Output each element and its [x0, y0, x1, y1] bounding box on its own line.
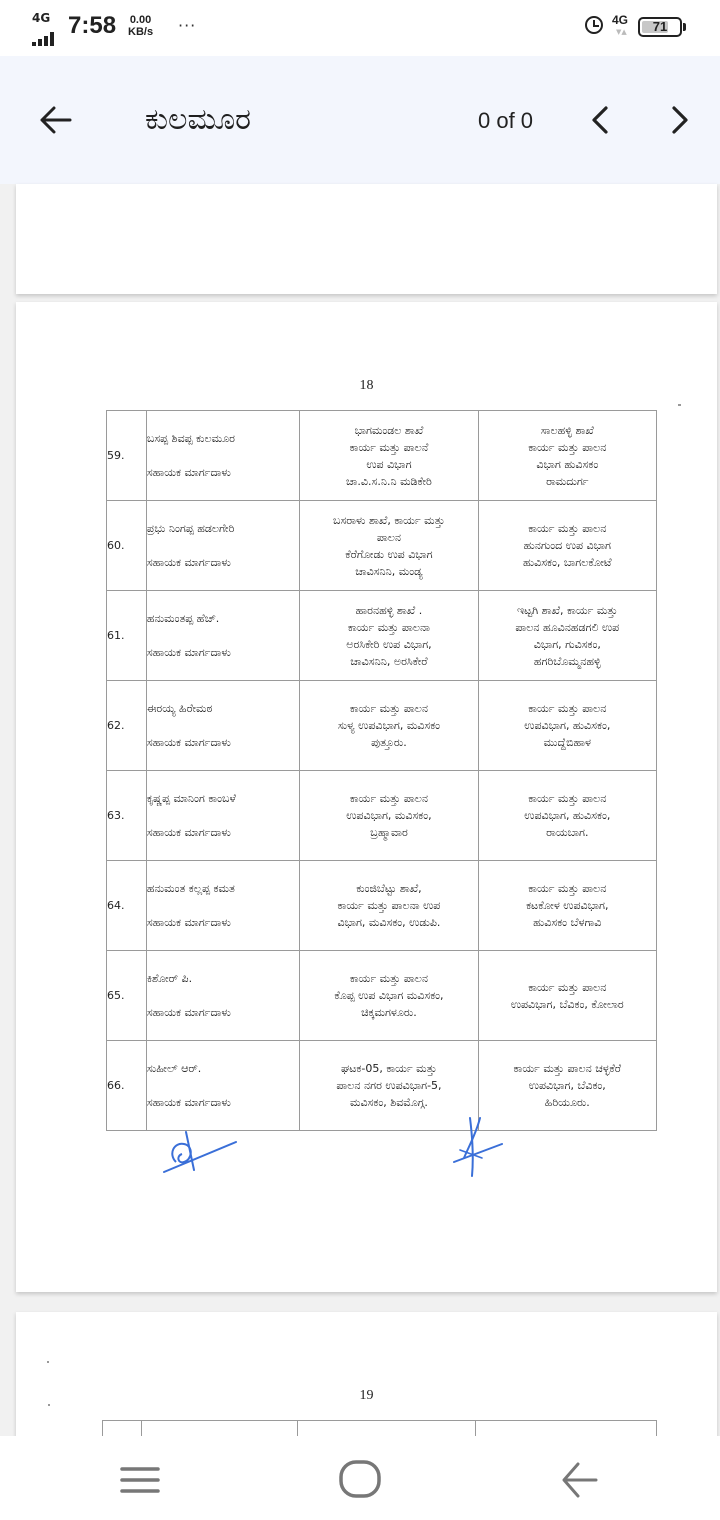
system-nav-bar [0, 1436, 720, 1520]
current-posting-cell [300, 951, 478, 1041]
new-posting-cell [478, 501, 656, 591]
serial-number: 61. [107, 591, 147, 681]
arrow-left-icon [36, 100, 76, 140]
alarm-icon [585, 16, 603, 34]
new-posting-cell [478, 681, 656, 771]
table-row [107, 681, 657, 771]
employee-designation: ಸಹಾಯಕ ಮಾರ್ಗದಾಳು [146, 1096, 231, 1109]
current-posting-line: ಕಾರ್ಯ ಮತ್ತು ಪಾಲನ [349, 972, 429, 985]
transfer-table [106, 410, 657, 1131]
table-row [107, 951, 657, 1041]
signature-right [446, 1114, 506, 1180]
new-posting-line: ಹಿರಿಯೂರು. [544, 1096, 590, 1109]
page-number: 18 [359, 378, 374, 393]
current-posting-line: ಕೊಪ್ಪ ಉಪ ವಿಭಾಗ ಮವಿಸಕಂ, [334, 989, 444, 1002]
serial-number: 62. [107, 681, 147, 771]
new-posting-line: ಹಗರಿಬೊಮ್ಮನಹಳ್ಳಿ [533, 654, 601, 668]
serial-number: 64. [107, 861, 147, 951]
menu-lines-icon [110, 1454, 170, 1504]
new-posting-line: ಉಪವಿಭಾಗ, ಬೆವಿಕಂ, [528, 1079, 606, 1092]
document-page-previous [16, 184, 717, 294]
new-posting-line: ಕಾರ್ಯ ಮತ್ತು ಪಾಲನ [528, 522, 607, 535]
back-button[interactable] [36, 100, 76, 140]
employee-name: ಬಸಪ್ಪ ಶಿವಪ್ಪ ಕುಲಮೂರ [146, 432, 235, 445]
current-posting-line: ಚಿಕ್ಕಮಗಳೂರು. [361, 1006, 417, 1019]
system-back-button[interactable] [550, 1454, 610, 1504]
current-posting-line: ಕೆರೆಗೋಡು ಉಪ ವಿಭಾಗ [345, 547, 433, 561]
current-posting-line: ಮವಿಸಕಂ, ಶಿವಮೊಗ್ಗ. [349, 1096, 428, 1109]
current-posting-line: ಉಪವಿಭಾಗ, ಮವಿಸಕಂ, [346, 809, 432, 822]
mobile-data-type: 4G [612, 13, 629, 27]
employee-designation: ಸಹಾಯಕ ಮಾರ್ಗದಾಳು [146, 466, 231, 479]
battery-icon [638, 17, 682, 37]
new-posting-line: ಕಾರ್ಯ ಮತ್ತು ಪಾಲನ ಚಳ್ಳಕೆರೆ [513, 1062, 622, 1075]
employee-designation: ಸಹಾಯಕ ಮಾರ್ಗದಾಳು [146, 556, 231, 569]
employee-name: ಕೃಷ್ಣಪ್ಪ ಮಾನಿಂಗ ಕಾಂಬಳೆ [146, 792, 236, 805]
current-posting-cell [300, 501, 478, 591]
chevron-left-icon [584, 100, 616, 140]
employee-designation: ಸಹಾಯಕ ಮಾರ್ಗದಾಳು [146, 646, 231, 659]
serial-number: 59. [107, 411, 147, 501]
current-posting-line: ಪಾಲನ ನಗರ ಉಪವಿಭಾಗ-5, [336, 1079, 442, 1092]
employee-name: ಈರಯ್ಯ ಹಿರೇಮಠ [146, 702, 213, 715]
employee-name: ಪ್ರಭು ನಿಂಗಪ್ಪ ಹಡಲಗೇರಿ [146, 522, 235, 535]
new-posting-line: ಕಾರ್ಯ ಮತ್ತು ಪಾಲನ [528, 440, 607, 454]
employee-cell [146, 861, 299, 951]
table-row [107, 591, 657, 681]
home-button[interactable] [330, 1454, 390, 1504]
table-row [107, 771, 657, 861]
current-posting-line: ವಿಭಾಗ, ಮವಿಸಕಂ, ಉಡುಪಿ. [337, 916, 441, 929]
employee-designation: ಸಹಾಯಕ ಮಾರ್ಗದಾಳು [146, 1006, 231, 1019]
employee-name: ಕಿಶೋರ್ ಪಿ. [146, 972, 193, 985]
current-posting-line: ಪಾಲನ [376, 530, 402, 544]
new-posting-line: ಕಾರ್ಯ ಮತ್ತು ಪಾಲನ [528, 882, 607, 895]
current-posting-line: ಪುತ್ತೂರು. [371, 736, 407, 749]
new-posting-line: ಕಾರ್ಯ ಮತ್ತು ಪಾಲನ [528, 792, 607, 805]
data-speed [128, 14, 153, 38]
current-posting-line: ಉಪ ವಿಭಾಗ [366, 457, 412, 471]
scan-speck [678, 404, 681, 406]
next-page-number: 19 [359, 1388, 374, 1403]
employee-name: ಹನುಮಂತಪ್ಪ ಹೆಚ್. [146, 612, 220, 625]
chevron-right-icon [664, 100, 696, 140]
new-posting-line: ಇಟ್ಟಗಿ ಶಾಖೆ, ಕಾರ್ಯ ಮತ್ತು [517, 603, 618, 617]
employee-cell [146, 501, 299, 591]
clock: 7:58 [68, 12, 117, 39]
employee-name: ಸುಹೀಲ್ ಆರ್. [146, 1062, 202, 1075]
current-posting-line: ಬಸರಾಳು ಶಾಖೆ, ಕಾರ್ಯ ಮತ್ತು [333, 513, 445, 527]
current-posting-line: ಕಾರ್ಯ ಮತ್ತು ಪಾಲನಾ [347, 620, 430, 634]
table-row [107, 1041, 657, 1131]
table-row [107, 861, 657, 951]
new-posting-line: ವಿಭಾಗ, ಗುವಿಸಕಂ, [533, 637, 601, 651]
new-posting-line: ಹುನಗುಂದ ಉಪ ವಿಭಾಗ [523, 539, 611, 552]
table-row [107, 411, 657, 501]
serial-number: 65. [107, 951, 147, 1041]
scan-speck [48, 1404, 50, 1406]
battery-tip [683, 23, 686, 31]
current-posting-line: ಕುಂಜಿಬೆಟ್ಟು ಶಾಖೆ, [356, 882, 422, 895]
serial-number: 66. [107, 1041, 147, 1131]
next-match-button[interactable] [664, 100, 696, 140]
current-posting-line: ಕಾರ್ಯ ಮತ್ತು ಪಾಲನ [349, 792, 429, 805]
find-toolbar [0, 56, 720, 184]
search-query[interactable]: ಕುಲಮೂರ [145, 102, 252, 137]
battery-level: 71 [652, 19, 668, 34]
more-notifications-icon: ··· [178, 16, 197, 35]
current-posting-cell [300, 591, 478, 681]
data-speed-value: 0.00 [129, 14, 152, 26]
employee-cell [146, 411, 299, 501]
employee-name: ಹನುಮಂತ ಕಲ್ಲಪ್ಪ ಕಮತ [146, 882, 235, 895]
new-posting-cell [478, 861, 656, 951]
new-posting-line: ಕಾರ್ಯ ಮತ್ತು ಪಾಲನ [528, 702, 607, 715]
current-posting-line: ಕಾರ್ಯ ಮತ್ತು ಪಾಲನೆ [349, 440, 429, 454]
serial-number: 60. [107, 501, 147, 591]
new-posting-cell [478, 771, 656, 861]
current-posting-cell [300, 771, 478, 861]
table-row [107, 501, 657, 591]
current-posting-line: ಬ್ರಹ್ಮಾವಾರ [370, 826, 408, 839]
current-posting-line: ಚಾವಿಸನಿನಿ, ಮಂಡ್ಯ [355, 564, 423, 578]
serial-number: 63. [107, 771, 147, 861]
new-posting-cell [478, 411, 656, 501]
recents-button[interactable] [110, 1454, 170, 1504]
new-posting-line: ಹುವಿಸಕಂ ಬೆಳಗಾವಿ [533, 916, 602, 929]
new-posting-line: ರಾಮದುರ್ಗ [546, 474, 589, 488]
data-speed-unit: KB/s [128, 26, 154, 38]
employee-cell [146, 681, 299, 771]
new-posting-line: ಸಾಲಹಳ್ಳಿ ಶಾಖೆ [540, 423, 594, 437]
current-posting-line: ಹಾರನಹಳ್ಳಿ ಶಾಖೆ . [355, 603, 423, 617]
current-posting-line: ಚಾವಿಸನಿನಿ, ಅರಸಿಕೇರೆ [350, 654, 428, 668]
match-count: 0 of 0 [478, 108, 534, 133]
document-page-next [16, 1312, 717, 1442]
new-posting-line: ಉಪವಿಭಾಗ, ಹುವಿಸಕಂ, [524, 809, 611, 822]
current-posting-line: ಅರಸಿಕೇರಿ ಉಪ ವಿಭಾಗ, [346, 637, 432, 651]
current-posting-cell [300, 411, 478, 501]
new-posting-line: ಕಟಕೋಳ ಉಪವಿಭಾಗ, [526, 899, 609, 912]
employee-designation: ಸಹಾಯಕ ಮಾರ್ಗದಾಳು [146, 736, 231, 749]
scan-speck [47, 1361, 49, 1363]
status-bar [0, 0, 720, 56]
new-posting-line: ರಾಯಬಾಗ. [546, 826, 589, 839]
new-posting-line: ಹುವಿಸಕಂ, ಬಾಗಲಕೋಟೆ [523, 556, 612, 569]
employee-cell [146, 771, 299, 861]
signature-left [156, 1128, 246, 1178]
current-posting-line: ಕಾರ್ಯ ಮತ್ತು ಪಾಲನಾ ಉಪ [337, 899, 441, 912]
home-rounded-square-icon [330, 1454, 390, 1504]
employee-cell [146, 1041, 299, 1131]
previous-match-button[interactable] [584, 100, 616, 140]
current-posting-cell [300, 681, 478, 771]
new-posting-line: ವಿಭಾಗ ಹುವಿಸಕಂ [536, 457, 599, 471]
employee-designation: ಸಹಾಯಕ ಮಾರ್ಗದಾಳು [146, 826, 231, 839]
new-posting-cell [478, 591, 656, 681]
data-activity-icon: ▼▲ [616, 28, 627, 36]
back-arrow-icon [550, 1454, 610, 1504]
network-type: 4G [32, 11, 51, 25]
current-posting-line: ಚಾ.ವಿ.ಸ.ನಿ.ನಿ ಮಡಿಕೇರಿ [346, 474, 432, 488]
employee-cell [146, 591, 299, 681]
new-posting-line: ಪಾಲನ ಹೂವಿನಹಡಗಲಿ ಉಪ [515, 620, 620, 634]
current-posting-line: ಭಾಗಮಂಡಲ ಶಾಖೆ [354, 423, 424, 437]
current-posting-cell [300, 861, 478, 951]
current-posting-line: ಕಾರ್ಯ ಮತ್ತು ಪಾಲನ [349, 702, 429, 715]
new-posting-line: ಉಪವಿಭಾಗ, ಹುವಿಸಕಂ, [524, 719, 611, 732]
current-posting-line: ಸುಳ್ಯ ಉಪವಿಭಾಗ, ಮವಿಸಕಂ [337, 719, 441, 732]
signal-strength-icon [32, 27, 56, 46]
new-posting-cell [478, 951, 656, 1041]
new-posting-line: ಮುದ್ದೆಬಿಹಾಳ [543, 736, 591, 749]
employee-designation: ಸಹಾಯಕ ಮಾರ್ಗದಾಳು [146, 916, 231, 929]
new-posting-line: ಕಾರ್ಯ ಮತ್ತು ಪಾಲನ [528, 980, 607, 994]
current-posting-line: ಘಟಕ-05, ಕಾರ್ಯ ಮತ್ತು [340, 1062, 437, 1075]
employee-cell [146, 951, 299, 1041]
new-posting-line: ಉಪವಿಭಾಗ, ಬೆವಿಕಂ, ಕೋಲಾರ [510, 997, 624, 1011]
document-page [16, 302, 717, 1292]
